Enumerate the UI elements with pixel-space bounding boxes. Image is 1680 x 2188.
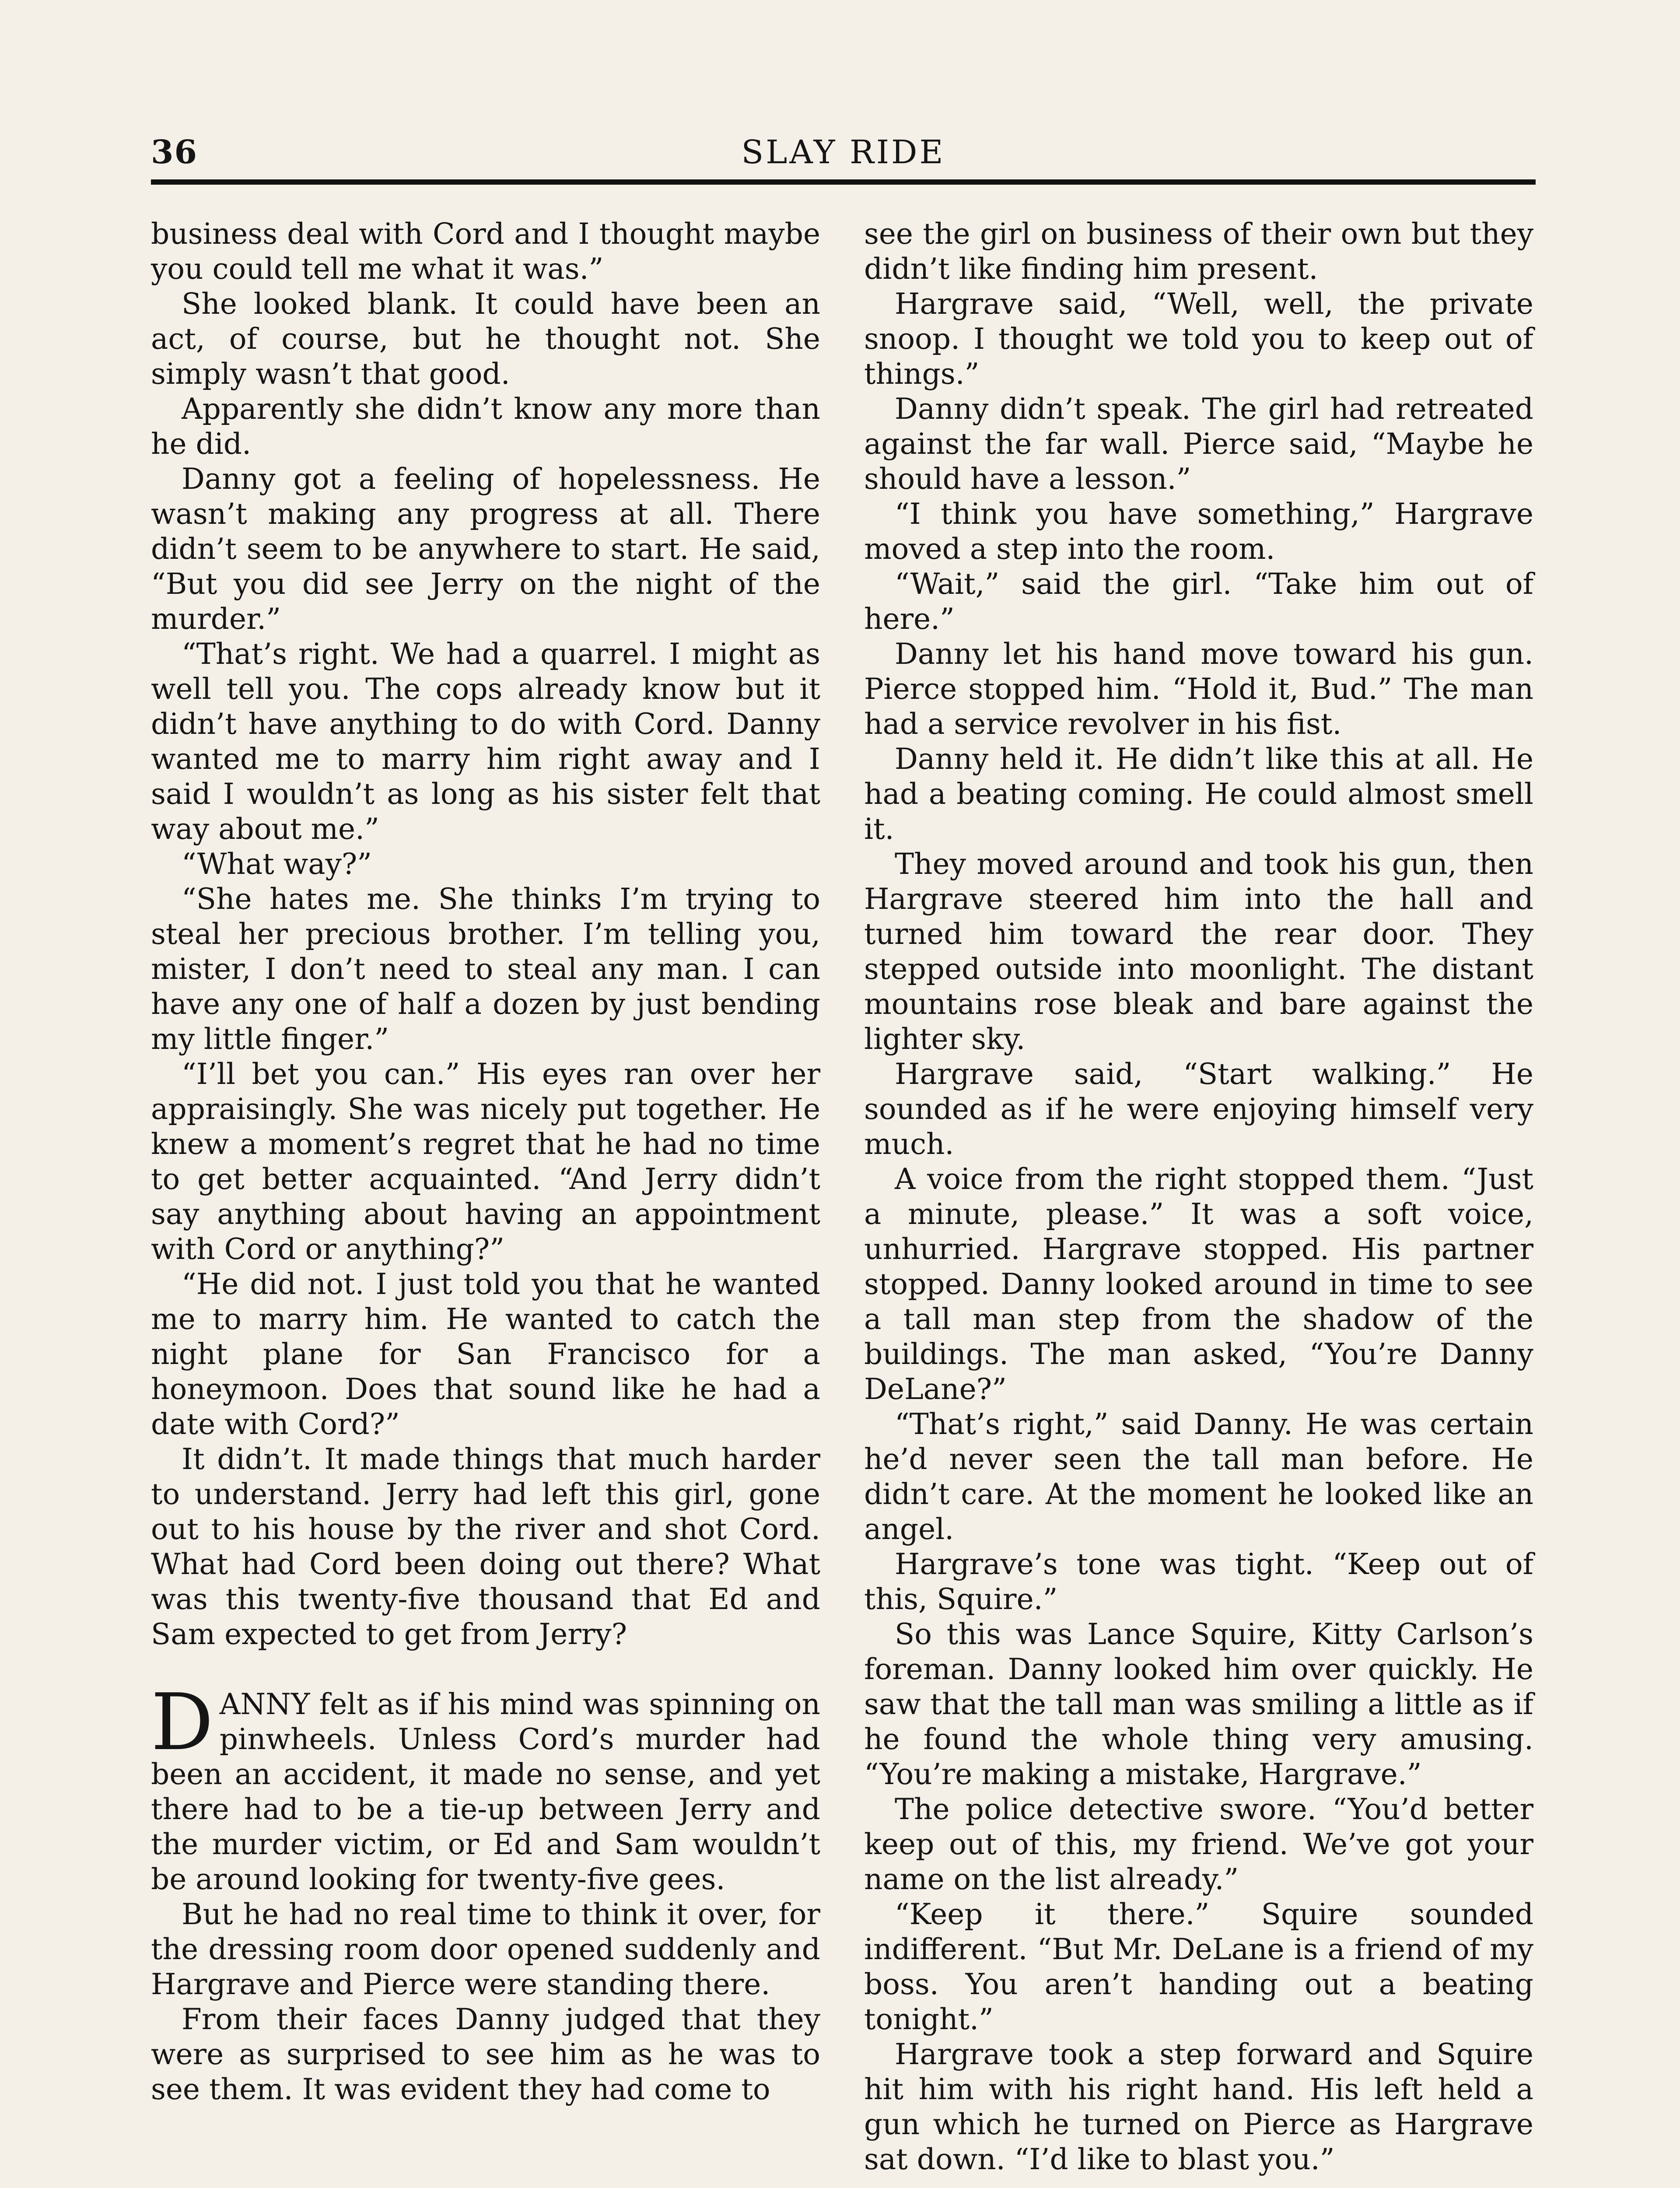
paragraph: Hargrave took a step forward and Squire hit him with his right hand. His left held a gun which he turned on Pierce as Hargrave sat down. “I’d like to blast you.” xyxy=(864,2037,1533,2176)
left-column xyxy=(151,217,820,2107)
paragraph: “He did not. I just told you that he wanted me to marry him. He wanted to catch the night plane for San Francisco for a honeymoon. Does that sound like he had a date with Cord?” xyxy=(151,1267,820,1441)
paragraph: see the girl on business of their own but they didn’t like finding him present. xyxy=(864,217,1533,286)
paragraph: Hargrave’s tone was tight. “Keep out of this, Squire.” xyxy=(864,1547,1533,1616)
paragraph: A voice from the right stopped them. “Just a minute, please.” It was a soft voice, unhurried. Hargrave stopped. His partner stopped. Danny looked around in time to see a tall man step from the shadow of the buildings. The man asked, “You’re Danny DeLane?” xyxy=(864,1162,1533,1406)
paragraph: “Wait,” said the girl. “Take him out of here.” xyxy=(864,567,1533,636)
drop-cap: D xyxy=(151,1677,214,1767)
paragraph: Danny held it. He didn’t like this at all. He had a beating coming. He could almost smell it. xyxy=(864,742,1533,846)
paragraph: “What way?” xyxy=(182,847,372,881)
dropcap-word-rest: ANNY xyxy=(219,1687,310,1721)
paragraph: From their faces Danny judged that they were as surprised to see him as he was to see them. It was evident they had come to xyxy=(151,2002,820,2106)
paragraph: Danny didn’t speak. The girl had retreated against the far wall. Pierce said, “Maybe he should have a lesson.” xyxy=(864,392,1533,496)
paragraph: But he had no real time to think it over, for the dressing room door opened suddenly and Hargrave and Pierce were standing there. xyxy=(151,1897,820,2001)
paragraph: “That’s right. We had a quarrel. I might as well tell you. The cops already know but it didn’t have anything to do with Cord. Danny wanted me to marry him right away and I said I wouldn’t as long as his sister felt that way about me.” xyxy=(151,637,820,846)
paragraph: Hargrave said, “Start walking.” He sounded as if he were enjoying himself very much. xyxy=(864,1057,1533,1161)
paragraph: Hargrave said, “Well, well, the private snoop. I thought we told you to keep out of things.” xyxy=(864,287,1533,391)
paragraph: They moved around and took his gun, then Hargrave steered him into the hall and turned him toward the rear door. They stepped outside into moonlight. The distant mountains rose bleak and bare against the lighter sky. xyxy=(864,847,1533,1056)
running-title: SLAY RIDE xyxy=(741,133,945,171)
page-header xyxy=(151,125,1536,177)
paragraph: Danny got a feeling of hopelessness. He wasn’t making any progress at all. There didn’t seem to be anywhere to start. He said, “But you did see Jerry on the night of the murder.” xyxy=(151,462,820,636)
page-number: 36 xyxy=(151,133,198,171)
header-rule xyxy=(151,179,1536,185)
paragraph: business deal with Cord and I thought maybe you could tell me what it was.” xyxy=(151,217,820,286)
paragraph: “Keep it there.” Squire sounded indifferent. “But Mr. DeLane is a friend of my boss. You aren’t handing out a beating tonight.” xyxy=(864,1897,1533,2036)
paragraph: “She hates me. She thinks I’m trying to steal her precious brother. I’m telling you, mister, I don’t need to steal any man. I can have any one of half a dozen by just bending my little finger.” xyxy=(151,882,820,1056)
paragraph: It didn’t. It made things that much harder to understand. Jerry had left this girl, gone out to his house by the river and shot Cord. What had Cord been doing out there? What was this twenty-five thousand that Ed and Sam expected to get from Jerry? xyxy=(151,1442,820,1651)
section-opening-paragraph xyxy=(151,1677,820,1897)
paragraph: The police detective swore. “You’d better keep out of this, my friend. We’ve got your name on the list already.” xyxy=(864,1792,1533,1896)
paragraph: “I’ll bet you can.” His eyes ran over her appraisingly. She was nicely put together. He knew a moment’s regret that he had no time to get better acquainted. “And Jerry didn’t say anything about having an appointment with Cord or anything?” xyxy=(151,1057,820,1266)
paragraph: So this was Lance Squire, Kitty Carlson’s foreman. Danny looked him over quickly. He saw that the tall man was smiling a little as if he found the whole thing very amusing. “You’re making a mistake, Hargrave.” xyxy=(864,1617,1533,1791)
right-column xyxy=(864,217,1533,2177)
paragraph: “I think you have something,” Hargrave moved a step into the room. xyxy=(864,497,1533,566)
paragraph: Apparently she didn’t know any more than he did. xyxy=(151,392,820,461)
paragraph: “That’s right,” said Danny. He was certain he’d never seen the tall man before. He didn’t care. At the moment he looked like an angel. xyxy=(864,1407,1533,1546)
paragraph: Danny let his hand move toward his gun. Pierce stopped him. “Hold it, Bud.” The man had a service revolver in his fist. xyxy=(864,637,1533,741)
paragraph: She looked blank. It could have been an act, of course, but he thought not. She simply wasn’t that good. xyxy=(151,287,820,391)
paragraph-text: felt as if his mind was spinning on pinwheels. Unless Cord’s murder had been an accident, it made no sense, and yet there had to be a tie-up between Jerry and the murder victim, or Ed and Sam wouldn’t be around looking for twenty-five gees. xyxy=(151,1687,820,1896)
